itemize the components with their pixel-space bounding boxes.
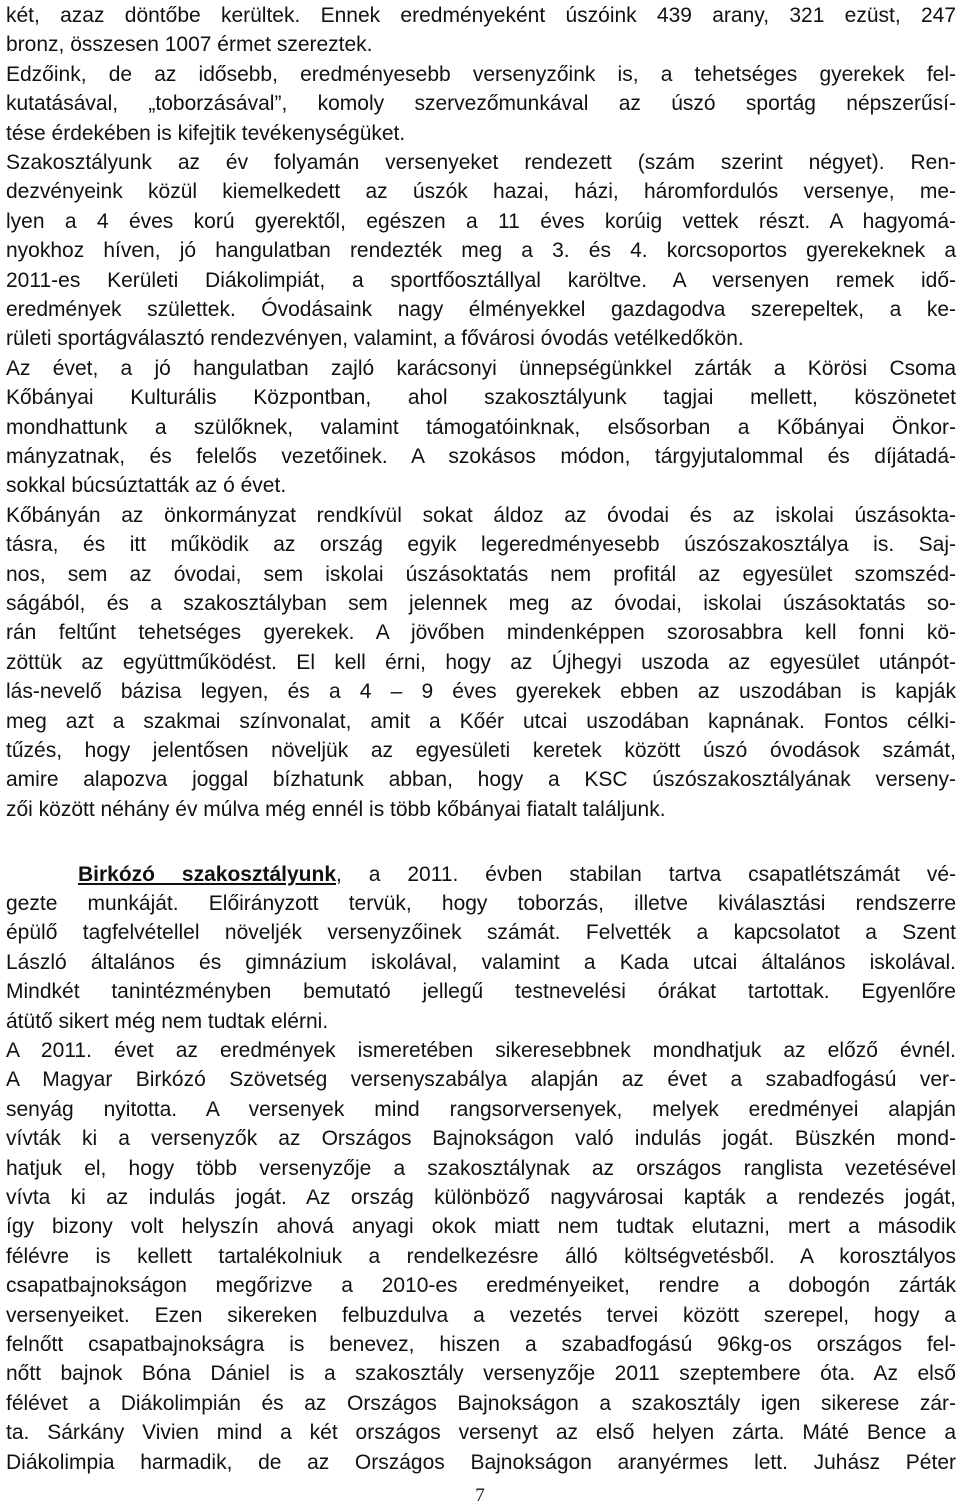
text-line: bronz, összesen 1007 érmet szereztek. [6, 33, 373, 56]
text-line: tásra, és itt működik az ország egyik legeredményesebb úszószakosztálya is. Saj- [6, 533, 956, 556]
text-line: zői között néhány év múlva még ennél is több kőbányai fiatalt találjunk. [6, 798, 666, 821]
text-line: csapatbajnokságon megőrizve a 2010-es eredményeiket, rendre a dobogón zárták [6, 1274, 956, 1297]
text-line: mondhattunk a szülőknek, valamint támogatóinknak, elsősorban a Kőbányai Önkor- [6, 416, 956, 439]
line-text: , a 2011. évben stabilan tartva csapatlétszámát vé- [336, 863, 956, 886]
text-line: félévet a Diákolimpián és az Országos Bajnokságon a szakosztály igen sikerese zár- [6, 1392, 956, 1415]
text-line: két, azaz döntőbe kerültek. Ennek eredményeként úszóink 439 arany, 321 ezüst, 247 [6, 4, 956, 27]
text-line: László általános és gimnázium iskolával, valamint a Kada utcai általános iskolával. [6, 951, 956, 974]
text-line: Kőbányai Kulturális Központban, ahol szakosztályunk tagjai mellett, köszönetet [6, 386, 956, 409]
text-line: tése érdekében is kifejtik tevékenységüket. [6, 122, 406, 145]
text-line: átütő sikert még nem tudtak elérni. [6, 1010, 329, 1033]
text-line: ta. Sárkány Vivien mind a két országos versenyt az első helyen zárta. Máté Bence a [6, 1421, 956, 1444]
text-line: amire alapozva joggal bízhatunk abban, hogy a KSC úszószakosztályának verseny- [6, 768, 956, 791]
page-number: 7 [475, 1485, 485, 1506]
text-line: Diákolimpia harmadik, de az Országos Bajnokságon aranyérmes lett. Juhász Péter [6, 1451, 956, 1474]
text-line: rületi sportágválasztó rendezvényen, valamint, a fővárosi óvodás vetélkedőkön. [6, 327, 744, 350]
text-line: kutatásával, „toborzásával”, komoly szervezőmunkával az úszó sportág népszerűsí- [6, 92, 956, 115]
text-line: Edzőink, de az idősebb, eredményesebb versenyzőink is, a tehetséges gyerekek fel- [6, 63, 956, 86]
text-line: senyág nyitotta. A versenyek mind rangsorversenyek, melyek eredményei alapján [6, 1098, 956, 1121]
text-line: Mindkét tanintézményben bemutató jellegű testnevelési órákat tartottak. Egyenlőre [6, 980, 956, 1003]
text-line: nos, sem az óvodai, sem iskolai úszásoktatás nem profitál az egyesület szomszéd- [6, 563, 956, 586]
text-line: versenyeiket. Ezen sikereken felbuzdulva a vezetés tervei között szerepel, hogy a [6, 1304, 956, 1327]
text-line: Az évet, a jó hangulatban zajló karácsonyi ünnepségünkkel zárták a Körösi Csoma [6, 357, 956, 380]
text-line: A 2011. évet az eredmények ismeretében sikeresebbnek mondhatjuk az előző évnél. [6, 1039, 956, 1062]
text-line [78, 860, 956, 890]
text-line: A Magyar Birkózó Szövetség versenyszabálya alapján az évet a szabadfogású ver- [6, 1068, 956, 1091]
text-line: vívta ki az indulás jogát. Az ország különböző nagyvárosai kapták a rendezés jogát, [6, 1186, 956, 1209]
text-line: rán feltűnt tehetséges gyerekek. A jövőben mindenképpen szorosabbra kell fonni kö- [6, 621, 956, 644]
text-line: Szakosztályunk az év folyamán versenyeket rendezett (szám szerint négyet). Ren- [6, 151, 956, 174]
text-line: nőtt bajnok Bóna Dániel is a szakosztály versenyzője 2011 szeptembere óta. Az első [6, 1362, 956, 1385]
text-line: Kőbányán az önkormányzat rendkívül sokat áldoz az óvodai és az iskolai úszásokta- [6, 504, 956, 527]
text-line: eredmények születtek. Óvodásaink nagy élményekkel gazdagodva szerepeltek, a ke- [6, 298, 956, 321]
text-line: ságából, és a szakosztályban sem jelennek meg az óvodai, iskolai úszásoktatás so- [6, 592, 956, 615]
text-line: 2011-es Kerületi Diákolimpiát, a sportfőosztállyal karöltve. A versenyen remek idő- [6, 269, 956, 292]
text-line: mányzatnak, és felelős vezetőinek. A szokásos módon, tárgyjutalommal és díjátadá- [6, 445, 956, 468]
text-line: dezvényeink közül kiemelkedett az úszók hazai, házi, háromfordulós versenye, me- [6, 180, 956, 203]
text-line: lyen a 4 éves korú gyerektől, egészen a 11 éves korúig vettek részt. A hagyomá- [6, 210, 956, 233]
text-line: tűzés, hogy jelentősen növeljük az egyesületi keretek között úszó óvodások számát, [6, 739, 956, 762]
text-line: félévre is kellett tartalékolniuk a rendelkezésre álló költségvetésből. A korosztályos [6, 1245, 956, 1268]
text-line: így bizony volt helyszín ahová anyagi okok miatt nem tudtak elutazni, mert a második [6, 1215, 956, 1238]
text-line: lás-nevelő bázisa legyen, és a 4 – 9 éves gyerekek ebben az uszodában is kapják [6, 680, 956, 703]
text-line: vívták ki a versenyzők az Országos Bajnokságon való indulás jogát. Büszkén mond- [6, 1127, 956, 1150]
text-line: meg azt a szakmai színvonalat, amit a Kőér utcai uszodában kapnának. Fontos célki- [6, 710, 956, 733]
text-line: felnőtt csapatbajnokságra is benevez, hiszen a szabadfogású 96kg-os országos fel- [6, 1333, 956, 1356]
section-heading: Birkózó szakosztályunk [78, 863, 336, 886]
text-line: zöttük az együttműködést. El kell érni, hogy az Újhegyi uszoda az egyesület utánpót- [6, 651, 956, 674]
text-line: sokkal búcsúztatták az ó évet. [6, 474, 287, 497]
text-line: nyokhoz híven, jó hangulatban rendezték meg a 3. és 4. korcsoportos gyerekeknek a [6, 239, 956, 262]
text-line: épülő tagfelvétellel növeljék versenyzőinek számát. Felvették a kapcsolatot a Szent [6, 921, 956, 944]
text-line: hatjuk el, hogy több versenyzője a szakosztálynak az országos ranglista vezetésével [6, 1157, 956, 1180]
text-line: gezte munkáját. Előirányzott tervük, hogy toborzás, illetve kiválasztási rendszerre [6, 892, 956, 915]
